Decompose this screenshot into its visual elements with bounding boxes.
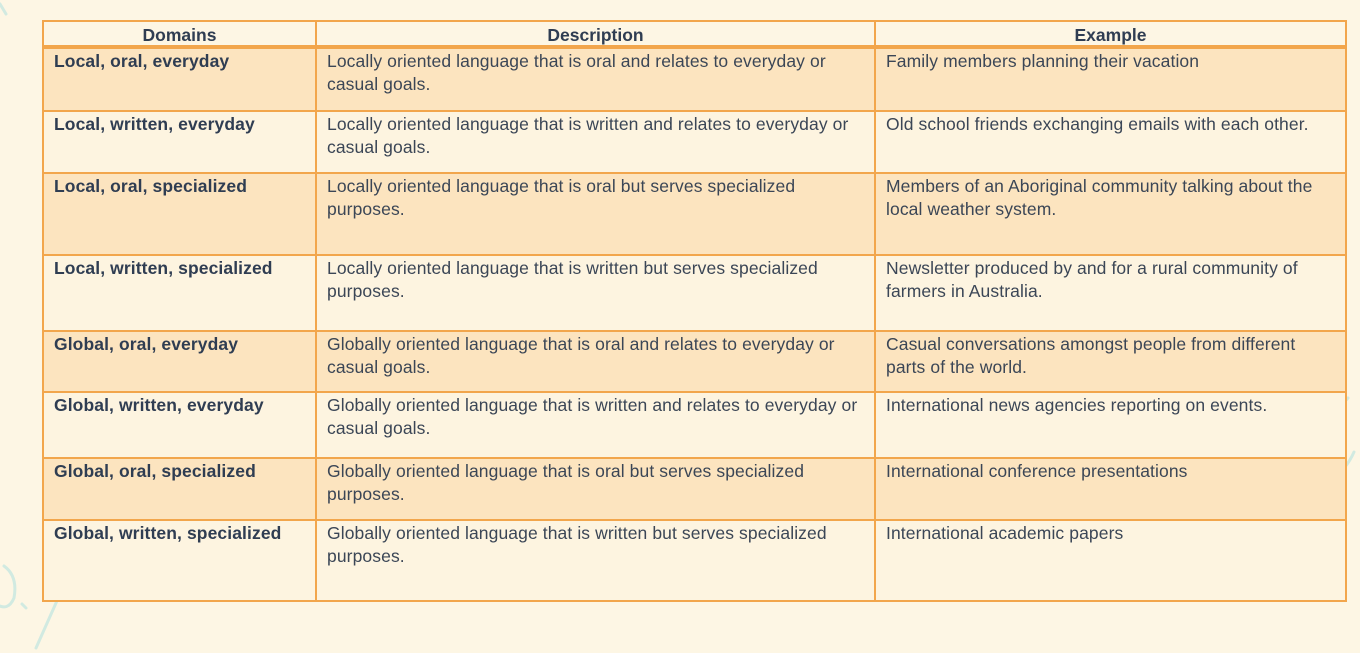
domain-cell: Global, written, everyday (43, 392, 316, 458)
domain-cell: Global, written, specialized (43, 520, 316, 601)
description-cell: Globally oriented language that is written and relates to everyday or casual goals. (316, 392, 875, 458)
example-cell: International news agencies reporting on events. (875, 392, 1346, 458)
table-header (43, 21, 1346, 47)
example-cell: Casual conversations amongst people from different parts of the world. (875, 331, 1346, 392)
description-cell: Globally oriented language that is oral and relates to everyday or casual goals. (316, 331, 875, 392)
table-body (43, 47, 1346, 601)
description-cell: Locally oriented language that is written but serves specialized purposes. (316, 255, 875, 331)
header-example: Example (875, 21, 1346, 47)
domain-cell: Global, oral, everyday (43, 331, 316, 392)
table-row (43, 47, 1346, 111)
header-domains: Domains (43, 21, 316, 47)
domain-cell: Local, written, specialized (43, 255, 316, 331)
example-cell: Newsletter produced by and for a rural community of farmers in Australia. (875, 255, 1346, 331)
domains-table (42, 20, 1347, 602)
table-row (43, 111, 1346, 173)
description-cell: Locally oriented language that is oral and relates to everyday or casual goals. (316, 47, 875, 111)
header-row (43, 21, 1346, 47)
domain-cell: Local, oral, everyday (43, 47, 316, 111)
header-description: Description (316, 21, 875, 47)
example-cell: International academic papers (875, 520, 1346, 601)
table-row (43, 331, 1346, 392)
table-row (43, 255, 1346, 331)
description-cell: Locally oriented language that is oral but serves specialized purposes. (316, 173, 875, 255)
table-row (43, 458, 1346, 520)
domain-cell: Local, oral, specialized (43, 173, 316, 255)
table-row (43, 392, 1346, 458)
description-cell: Globally oriented language that is written but serves specialized purposes. (316, 520, 875, 601)
domain-cell: Local, written, everyday (43, 111, 316, 173)
description-cell: Locally oriented language that is written and relates to everyday or casual goals. (316, 111, 875, 173)
description-cell: Globally oriented language that is oral but serves specialized purposes. (316, 458, 875, 520)
table-row (43, 173, 1346, 255)
example-cell: Members of an Aboriginal community talking about the local weather system. (875, 173, 1346, 255)
domain-cell: Global, oral, specialized (43, 458, 316, 520)
example-cell: Family members planning their vacation (875, 47, 1346, 111)
example-cell: Old school friends exchanging emails with each other. (875, 111, 1346, 173)
table-row (43, 520, 1346, 601)
example-cell: International conference presentations (875, 458, 1346, 520)
